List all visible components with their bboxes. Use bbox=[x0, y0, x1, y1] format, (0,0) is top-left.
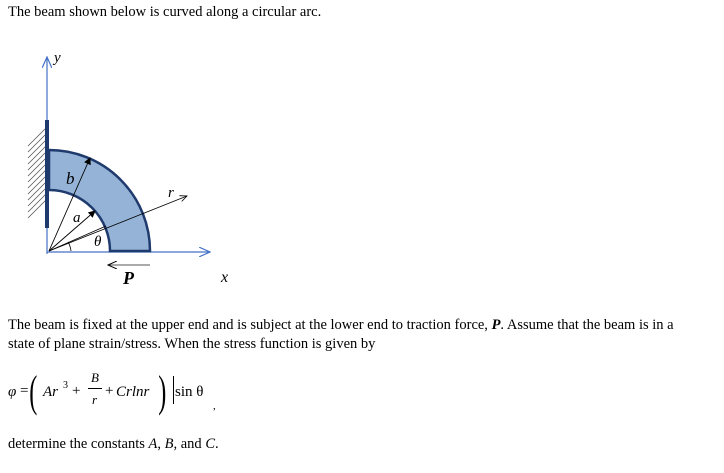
plus-2: + bbox=[105, 383, 114, 399]
label-a: a bbox=[73, 210, 81, 226]
intro-text: The beam shown below is curved along a circular arc. bbox=[8, 4, 322, 20]
plus-1: + bbox=[72, 383, 81, 399]
term-Crlnr: Crlnr bbox=[116, 384, 150, 400]
beam-figure bbox=[0, 40, 260, 300]
radius-a-line bbox=[49, 211, 95, 251]
constant-A: A bbox=[148, 436, 158, 452]
left-paren: ( bbox=[29, 367, 38, 416]
phi-symbol: φ bbox=[8, 384, 17, 400]
label-P: P bbox=[123, 268, 134, 288]
force-symbol: P bbox=[491, 317, 501, 333]
paragraph-text-1: The beam is fixed at the upper end and is subject at the lower end to traction force, bbox=[8, 317, 492, 333]
theta-arc bbox=[68, 242, 71, 251]
equals-sign: = bbox=[20, 383, 29, 399]
right-paren: ) bbox=[158, 367, 167, 416]
fraction-denominator: r bbox=[92, 392, 98, 407]
exponent-3: 3 bbox=[63, 380, 68, 391]
label-b: b bbox=[66, 169, 75, 188]
label-x: x bbox=[221, 269, 229, 286]
paragraph-text-2: . Assume that the beam is in a state of plane strain/stress. When the stress function is given by bbox=[8, 317, 674, 352]
fixed-support-hatching bbox=[28, 128, 46, 218]
label-theta: θ bbox=[94, 234, 102, 250]
term-Ar: Ar bbox=[43, 384, 58, 400]
sin-theta: sin θ bbox=[175, 384, 204, 400]
stress-function-equation bbox=[8, 367, 258, 418]
task-text bbox=[8, 436, 219, 453]
constant-B: B bbox=[164, 436, 174, 452]
task-text-1: determine the constants bbox=[8, 436, 149, 452]
label-y: y bbox=[54, 50, 61, 66]
constant-C: C bbox=[205, 436, 215, 452]
label-r: r bbox=[168, 185, 174, 201]
task-sep-2: , and bbox=[173, 436, 206, 452]
trailing-comma: , bbox=[213, 400, 216, 412]
task-end: . bbox=[214, 436, 219, 452]
problem-paragraph bbox=[8, 316, 698, 354]
fraction-bar bbox=[88, 388, 102, 389]
separator-line bbox=[173, 376, 174, 404]
fraction-numerator: B bbox=[91, 370, 99, 385]
task-sep-1: , bbox=[157, 436, 165, 452]
